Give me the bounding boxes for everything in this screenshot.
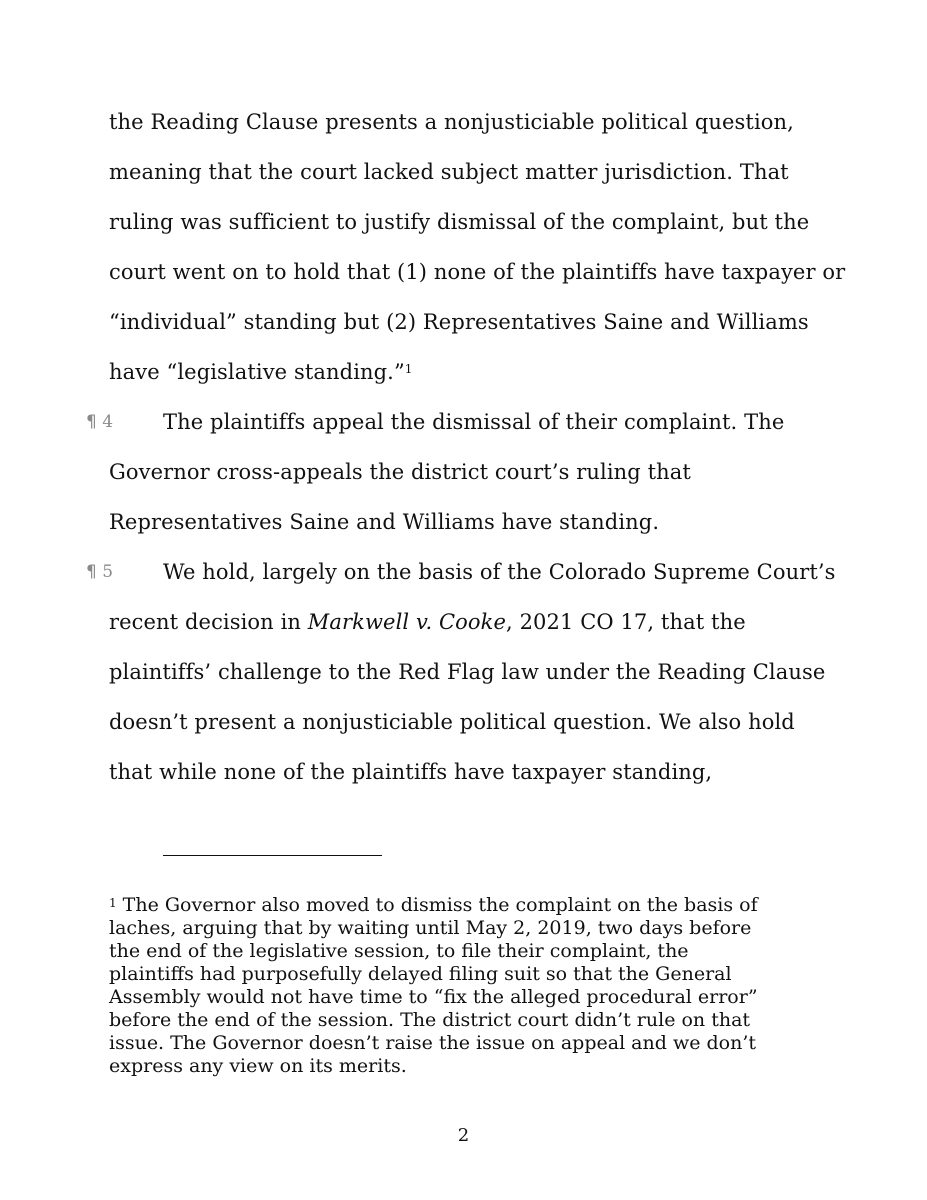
body-line-1: the Reading Clause presents a nonjusticiable political question, xyxy=(109,110,794,134)
footnote-line-5: Assembly would not have time to “fix the alleged procedural error” xyxy=(109,986,758,1008)
body-line-6 xyxy=(109,359,413,385)
footnote-line-7: issue. The Governor doesn’t raise the issue on appeal and we don’t xyxy=(109,1032,757,1054)
footnote-line-8: express any view on its merits. xyxy=(109,1055,407,1077)
paragraph-number: 5 xyxy=(102,562,114,582)
footnote-line-2: laches, arguing that by waiting until May 2, 2019, two days before xyxy=(109,917,752,939)
body-line-6-text: have “legislative standing.” xyxy=(109,360,405,384)
body-line-13: doesn’t present a nonjusticiable political question. We also hold xyxy=(109,710,795,734)
case-citation: Markwell v. Cooke xyxy=(307,610,507,634)
paragraph-marker-5 xyxy=(86,559,113,585)
body-line-4: court went on to hold that (1) none of the plaintiffs have taxpayer or xyxy=(109,260,846,284)
body-line-7: The plaintiffs appeal the dismissal of their complaint. The xyxy=(163,410,785,434)
body-line-9: Representatives Saine and Williams have standing. xyxy=(109,510,660,534)
footnote-line-1 xyxy=(109,894,758,917)
footnote-reference: 1 xyxy=(404,362,413,376)
paragraph-marker-4 xyxy=(86,409,113,435)
body-line-14: that while none of the plaintiffs have taxpayer standing, xyxy=(109,760,713,784)
body-line-5: “individual” standing but (2) Representatives Saine and Williams xyxy=(109,310,809,334)
body-line-3: ruling was sufficient to justify dismissal of the complaint, but the xyxy=(109,210,810,234)
paragraph-number: 4 xyxy=(102,412,114,432)
body-line-10: We hold, largely on the basis of the Colorado Supreme Court’s xyxy=(163,560,836,584)
body-line-12: plaintiffs’ challenge to the Red Flag law under the Reading Clause xyxy=(109,660,826,684)
footnote-line-3: the end of the legislative session, to file their complaint, the xyxy=(109,940,689,962)
body-line-8: Governor cross-appeals the district court’s ruling that xyxy=(109,460,691,484)
footnote-line-1-text: The Governor also moved to dismiss the complaint on the basis of xyxy=(116,894,758,916)
body-line-11 xyxy=(109,609,746,635)
pilcrow-icon: ¶ xyxy=(86,562,97,582)
body-line-2: meaning that the court lacked subject matter jurisdiction. That xyxy=(109,160,789,184)
body-line-11-post: , 2021 CO 17, that the xyxy=(506,610,746,634)
pilcrow-icon: ¶ xyxy=(86,412,97,432)
footnote-line-6: before the end of the session. The district court didn’t rule on that xyxy=(109,1009,751,1031)
footnote-number: 1 xyxy=(109,896,117,910)
footnote-line-4: plaintiffs had purposefully delayed filing suit so that the General xyxy=(109,963,732,985)
footnote-separator xyxy=(163,855,382,856)
body-line-11-pre: recent decision in xyxy=(109,610,308,634)
page-number: 2 xyxy=(457,1125,470,1146)
